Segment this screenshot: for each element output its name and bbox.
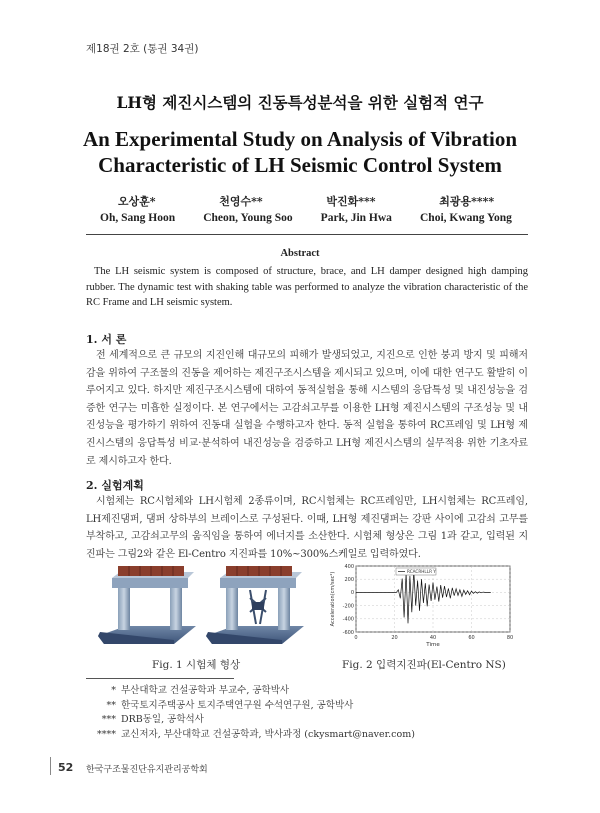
- x-tick-label: 80: [506, 635, 514, 641]
- section-intro-text: 전 세계적으로 큰 규모의 지진인해 대규모의 피해가 발생되었고, 지진으로 인한 붕괴 방지 및 피해저감을 위하여 구조물의 진동을 제어하는 제진구조시스템을 제시되고 있으며, 이에 대한 연구도 활발히 이루어지고 있다. 하지만 제진구조시스템에 대하여 동적실험을 통해 시스템의 응답특성 및 내진성능을 검증한 연구는 미흡한 실정이다. 본 연구에서는 고감쇠고무를 이용한 LH형 제진시스템의 구조성능 및 내진성능을 평가하기 위하여 진동대 실험을 수행하고자 한다. 동적 실험을 통하여 RC프레임 및 LH형 제진시스템의 응답특성 비교·분석하여 내진성능을 검증하고 LH형 제진시스템의 실무적용 위한 기초자료로 제시하고자 한다.: [86, 350, 528, 467]
- author-korean: 박진화***: [326, 195, 376, 208]
- author-korean: 천영수**: [219, 195, 263, 208]
- author-english: Park, Jin Hwa: [320, 212, 392, 224]
- x-tick-label: 60: [468, 635, 475, 641]
- english-title-line1: An Experimental Study on Analysis of Vibration: [82, 127, 518, 151]
- footnote: *** DRB동일, 공학석사: [101, 714, 204, 725]
- section-heading-experiment: 2. 실험계획: [86, 479, 144, 492]
- author-english: Choi, Kwang Yong: [420, 212, 512, 224]
- footer-bar: [50, 757, 51, 775]
- english-title-line2: Characteristic of LH Seismic Control System: [98, 153, 502, 177]
- x-tick-label: 20: [391, 635, 398, 641]
- y-tick-label: 0: [350, 590, 354, 597]
- y-tick-label: -600: [342, 629, 354, 636]
- legend-label: RCACRHLLR Y: [407, 569, 436, 575]
- author-korean: 오상훈*: [117, 195, 156, 208]
- figure-1-specimens: [96, 564, 306, 650]
- x-tick-label: 0: [354, 635, 358, 641]
- footnote: **** 교신저자, 부산대학교 건설공학과, 박사과정 (ckysmart@naver.com): [97, 728, 415, 740]
- abstract-text: The LH seismic system is composed of structure, brace, and LH damper designed high damping rubber. The dynamic test with shaking table was performed to analyze the vibration characteristic of the RC Frame and LH seismic system.: [86, 266, 528, 308]
- society-name: 한국구조물진단유지관리공학회: [86, 765, 208, 775]
- y-tick-label: -400: [342, 616, 354, 623]
- x-tick-label: 40: [429, 635, 437, 641]
- footnote: ** 한국토지주택공사 토지주택연구원 수석연구원, 공학박사: [106, 699, 354, 711]
- x-axis-label: Time: [426, 642, 440, 648]
- y-tick-label: 400: [344, 563, 354, 570]
- author-english: Cheon, Young Soo: [203, 212, 293, 224]
- korean-title: LH형 제진시스템의 진동특성분석을 위한 실험적 연구: [116, 93, 484, 112]
- lh-damper: [252, 602, 264, 610]
- figure-2-chart: [326, 560, 526, 654]
- footnote-divider: [86, 678, 234, 679]
- page-number: 52: [58, 761, 74, 774]
- journal-volume: 제18권 2호 (통권 34권): [86, 43, 199, 55]
- divider: [86, 234, 528, 235]
- lh-specimen: [206, 566, 304, 644]
- figure-2-caption: Fig. 2 입력지진파(El-Centro NS): [342, 659, 506, 671]
- footnotes: [82, 684, 415, 742]
- author-korean: 최광용****: [439, 195, 495, 208]
- section-experiment-text: 시험체는 RC시험체와 LH시험체 2종류이며, RC시험체는 RC프레임만, LH시험체는 RC프레임, LH제진댐퍼, 댐퍼 상하부의 브레이스로 구성된다. 이때, LH형 제진댐퍼는 강판 사이에 고감쇠 고무를 부착하고, 고감쇠고무의 움직임을 통하여 에너지를 소산한다. 시험체 형상은 그림 1과 같고, 입력된 지진파는 그림2와 같은 El-Centro 지진파를 10%~300%스케일로 입력하였다.: [86, 496, 528, 560]
- y-axis-label: Acceleration(cm/sec²): [330, 571, 336, 627]
- rc-specimen: [98, 566, 196, 644]
- abstract-heading: Abstract: [280, 248, 320, 259]
- y-tick-label: 200: [344, 577, 354, 583]
- footnote: * 부산대학교 건설공학과 부교수, 공학박사: [111, 685, 290, 696]
- author-english: Oh, Sang Hoon: [100, 212, 176, 224]
- authors-english: [86, 212, 526, 224]
- section-heading-intro: 1. 서 론: [86, 333, 127, 346]
- authors-korean: [86, 193, 526, 209]
- figure-1-caption: Fig. 1 시험체 형상: [152, 659, 241, 671]
- y-tick-label: -200: [342, 603, 354, 610]
